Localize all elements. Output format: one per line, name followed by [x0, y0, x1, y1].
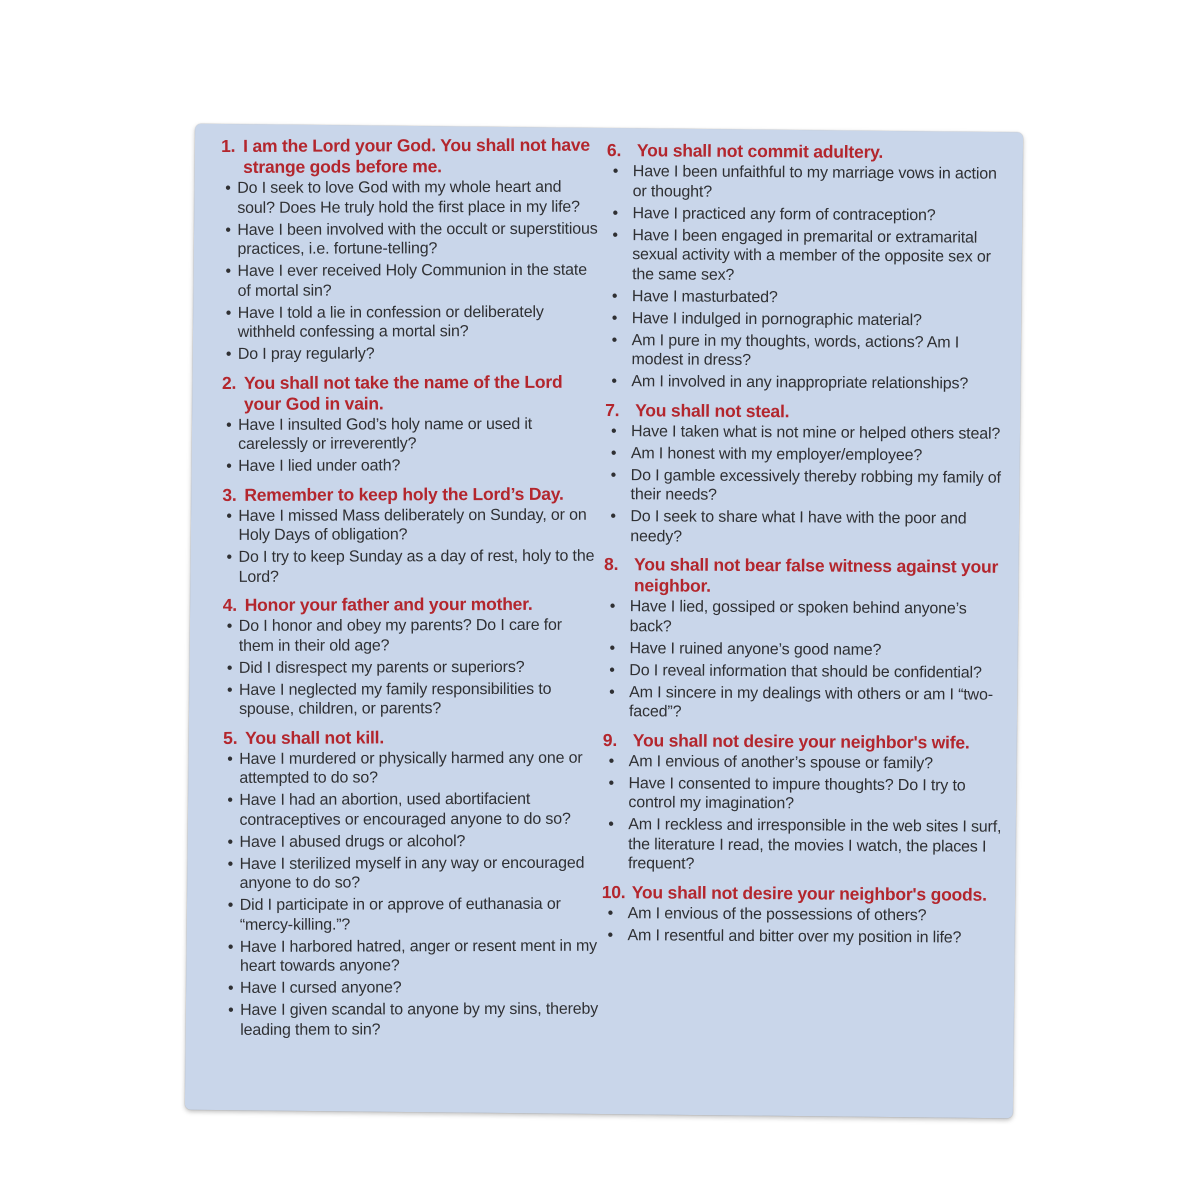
bullet-icon: • [227, 855, 234, 873]
question-item [223, 679, 601, 719]
commandment-title: You shall not steal. [635, 399, 790, 421]
question-item [604, 465, 1004, 507]
commandment-number: 7. [605, 399, 620, 420]
bullet-icon: • [609, 661, 615, 679]
commandment-heading [223, 594, 601, 616]
commandment-number: 6. [606, 140, 622, 161]
bullet-icon: • [609, 598, 616, 616]
question-item [224, 853, 602, 893]
bullet-icon: • [610, 466, 617, 484]
question-text: Do I try to keep Sunday as a day of rest, holy to the Lord? [238, 547, 595, 586]
commandment-heading [604, 554, 1004, 599]
question-text: Did I disrespect my parents or superiors? [238, 658, 525, 677]
question-text: Have I consented to impure thoughts? Do I try to control my imagination? [628, 774, 966, 813]
question-item [604, 597, 1004, 639]
question-item [606, 309, 1006, 331]
question-item [223, 657, 601, 678]
question-text: Am I involved in any inappropriate relationships? [631, 373, 969, 393]
question-text: Have I neglected my family responsibilities to spouse, children, or parents? [238, 680, 552, 718]
question-list [601, 903, 1001, 947]
commandment-heading [222, 483, 600, 505]
bullet-icon: • [228, 1001, 234, 1019]
bullet-icon: • [611, 331, 618, 349]
question-text: Have I masturbated? [631, 287, 778, 306]
commandment-title: You shall not kill. [245, 726, 385, 748]
bullet-icon: • [610, 422, 617, 440]
commandment-heading [602, 881, 1002, 905]
question-item [602, 773, 1002, 815]
commandment-heading [607, 140, 1007, 164]
commandment-number: 8. [604, 553, 619, 575]
question-item [605, 443, 1005, 465]
commandment-number: 9. [602, 729, 618, 750]
bullet-icon: • [227, 896, 234, 914]
bullet-icon: • [225, 304, 232, 322]
question-text: Am I envious of another’s spouse or family? [628, 752, 933, 772]
question-item [603, 638, 1003, 660]
bullet-icon: • [612, 163, 619, 181]
bullet-icon: • [607, 904, 614, 922]
question-text: Am I envious of the possessions of others? [627, 904, 927, 924]
bullet-icon: • [226, 617, 233, 635]
commandment-section [222, 483, 600, 587]
question-item [224, 936, 602, 976]
bullet-icon: • [608, 752, 615, 770]
bullet-icon: • [225, 262, 232, 280]
question-item [223, 748, 601, 788]
question-text: Have I practiced any form of contraception? [632, 204, 936, 224]
bullet-icon: • [227, 833, 234, 851]
question-text: Have I insulted God’s holy name or used it carelessly or irreverently? [238, 415, 533, 453]
question-text: Have I been unfaithful to my marriage vows in action or thought? [632, 163, 997, 201]
bullet-icon: • [609, 683, 615, 701]
commandment-title: Remember to keep holy the Lord’s Day. [244, 483, 564, 505]
question-text: Have I cursed anyone? [240, 979, 402, 997]
question-text: Am I honest with my employer/employee? [630, 444, 923, 464]
question-text: Have I missed Mass deliberately on Sunday, or on Holy Days of obligation? [238, 506, 587, 544]
question-text: Have I taken what is not mine or helped others steal? [630, 422, 1001, 443]
bullet-icon: • [227, 938, 234, 956]
bullet-icon: • [607, 926, 613, 944]
question-text: Have I sterilized myself in any way or encouraged anyone to do so? [239, 854, 585, 892]
commandment-section [605, 140, 1007, 394]
question-list [223, 748, 602, 1040]
question-text: Have I told a lie in confession or deliberately withheld confessing a mortal sin? [237, 303, 544, 341]
commandment-number: 3. [222, 484, 237, 505]
examination-of-conscience-card [185, 124, 1023, 1119]
bullet-icon: • [226, 457, 232, 475]
question-list [602, 751, 1003, 876]
bullet-icon: • [226, 507, 232, 525]
commandment-number: 10. [601, 881, 626, 902]
bullet-icon: • [225, 221, 231, 239]
question-item [607, 162, 1007, 204]
commandment-number: 2. [221, 372, 237, 393]
question-text: Did I participate in or approve of euthanasia or “mercy-killing.”? [239, 895, 561, 934]
question-item [223, 790, 601, 830]
question-text: Have I abused drugs or alcohol? [239, 832, 466, 851]
commandment-section [223, 594, 601, 720]
commandment-title: You shall not bear false witness against your neighbor. [633, 554, 999, 596]
question-item [222, 547, 600, 587]
bullet-icon: • [611, 309, 618, 327]
question-text: Do I honor and obey my parents? Do I care for them in their old age? [238, 616, 563, 655]
commandment-number: 4. [222, 594, 237, 615]
question-text: Am I pure in my thoughts, words, actions? Am I modest in dress? [631, 331, 960, 370]
question-text: Have I lied, gossiped or spoken behind anyone’s back? [629, 598, 967, 635]
question-item [222, 414, 600, 454]
question-text: Have I been engaged in premarital or extramarital sexual activity with a member of the opposite sex or the same sex? [632, 226, 991, 284]
commandment-heading [222, 371, 600, 414]
bullet-icon: • [611, 287, 618, 305]
question-text: Have I had an abortion, used abortifacient contraceptives or encouraged anyone to do so? [239, 790, 571, 829]
bullet-icon: • [226, 659, 233, 677]
question-item [601, 925, 1001, 947]
right-column [601, 140, 1007, 956]
bullet-icon: • [227, 750, 233, 768]
commandment-title: Honor your father and your mother. [244, 593, 533, 615]
question-item [223, 831, 601, 852]
commandment-section [603, 554, 1004, 724]
commandment-section [221, 135, 600, 365]
question-item [222, 302, 600, 342]
question-list [221, 178, 600, 365]
question-text: Am I sincere in my dealings with others or am I “two-faced”? [628, 683, 993, 721]
question-text: Have I lied under oath? [238, 457, 401, 475]
question-text: Have I murdered or physically harmed any one or attempted to do so? [239, 749, 583, 787]
question-list [603, 597, 1004, 724]
question-text: Do I seek to share what I have with the poor and needy? [630, 508, 967, 546]
question-item [222, 456, 600, 477]
question-item [606, 226, 1006, 287]
question-item [223, 616, 601, 656]
bullet-icon: • [225, 179, 231, 197]
question-text: Do I pray regularly? [237, 345, 375, 363]
question-list [222, 414, 600, 476]
left-column [221, 135, 602, 1048]
bullet-icon: • [610, 508, 616, 526]
question-item [602, 903, 1002, 925]
commandment-number: 5. [223, 727, 238, 748]
commandment-heading [223, 726, 601, 748]
question-text: Am I resentful and bitter over my position in life? [627, 926, 962, 946]
question-item [224, 1000, 602, 1040]
question-item [606, 287, 1006, 309]
question-text: Have I indulged in pornographic material? [631, 309, 922, 329]
question-text: Do I gamble excessively thereby robbing my family of their needs? [630, 466, 1001, 504]
bullet-icon: • [226, 548, 233, 566]
question-item [603, 660, 1003, 682]
bullet-icon: • [612, 204, 619, 222]
question-text: Have I given scandal to anyone by my sins, thereby leading them to sin? [240, 1000, 599, 1039]
commandment-number: 1. [221, 135, 236, 156]
question-text: Have I ever received Holy Communion in the state of mortal sin? [237, 261, 587, 300]
question-text: Have I harbored hatred, anger or resent ment in my heart towards anyone? [239, 937, 598, 975]
commandment-title: You shall not desire your neighbor's wife. [632, 729, 970, 753]
question-item [224, 895, 602, 935]
commandment-section [223, 726, 602, 1040]
commandment-title: You shall not commit adultery. [636, 140, 884, 162]
question-item [224, 978, 602, 999]
question-item [605, 421, 1005, 443]
commandment-title: I am the Lord your God. You shall not have strange gods before me. [243, 134, 590, 177]
question-item [602, 815, 1002, 876]
bullet-icon: • [225, 345, 232, 363]
bullet-icon: • [609, 639, 616, 657]
commandment-section [601, 881, 1001, 947]
question-text: Have I been involved with the occult or superstitious practices, i.e. fortune-telling? [237, 220, 598, 258]
question-item [605, 331, 1005, 373]
question-item [606, 204, 1006, 226]
question-item [221, 219, 599, 259]
bullet-icon: • [226, 681, 233, 699]
commandment-section [602, 729, 1003, 876]
question-item [221, 178, 599, 218]
bullet-icon: • [226, 416, 232, 434]
bullet-icon: • [228, 979, 234, 997]
question-item [222, 344, 600, 365]
bullet-icon: • [610, 444, 617, 462]
question-item [221, 261, 599, 301]
question-list [223, 616, 601, 720]
bullet-icon: • [608, 774, 615, 792]
question-item [222, 505, 600, 545]
bullet-icon: • [611, 373, 617, 391]
commandment-section [604, 399, 1005, 548]
question-text: Have I ruined anyone’s good name? [629, 639, 882, 659]
question-list [605, 162, 1007, 394]
question-item [604, 507, 1004, 549]
commandment-heading [605, 399, 1005, 423]
commandment-title: You shall not desire your neighbor's goods. [631, 881, 987, 905]
commandment-section [222, 371, 600, 476]
commandment-heading [603, 729, 1003, 753]
question-item [605, 372, 1005, 394]
question-list [604, 421, 1005, 548]
commandment-title: You shall not take the name of the Lord your God in vain. [243, 371, 563, 414]
question-text: Do I reveal information that should be confidential? [629, 661, 982, 682]
question-text: Am I reckless and irresponsible in the web sites I surf, the literature I read, the movies I watch, the places I frequent? [627, 816, 1002, 873]
commandment-heading [221, 135, 599, 178]
bullet-icon: • [612, 226, 618, 244]
question-item [603, 751, 1003, 773]
question-text: Do I seek to love God with my whole heart and soul? Does He truly hold the first place in my life? [237, 178, 580, 217]
question-item [603, 682, 1003, 724]
bullet-icon: • [227, 791, 233, 809]
question-list [222, 505, 600, 587]
bullet-icon: • [608, 816, 614, 834]
